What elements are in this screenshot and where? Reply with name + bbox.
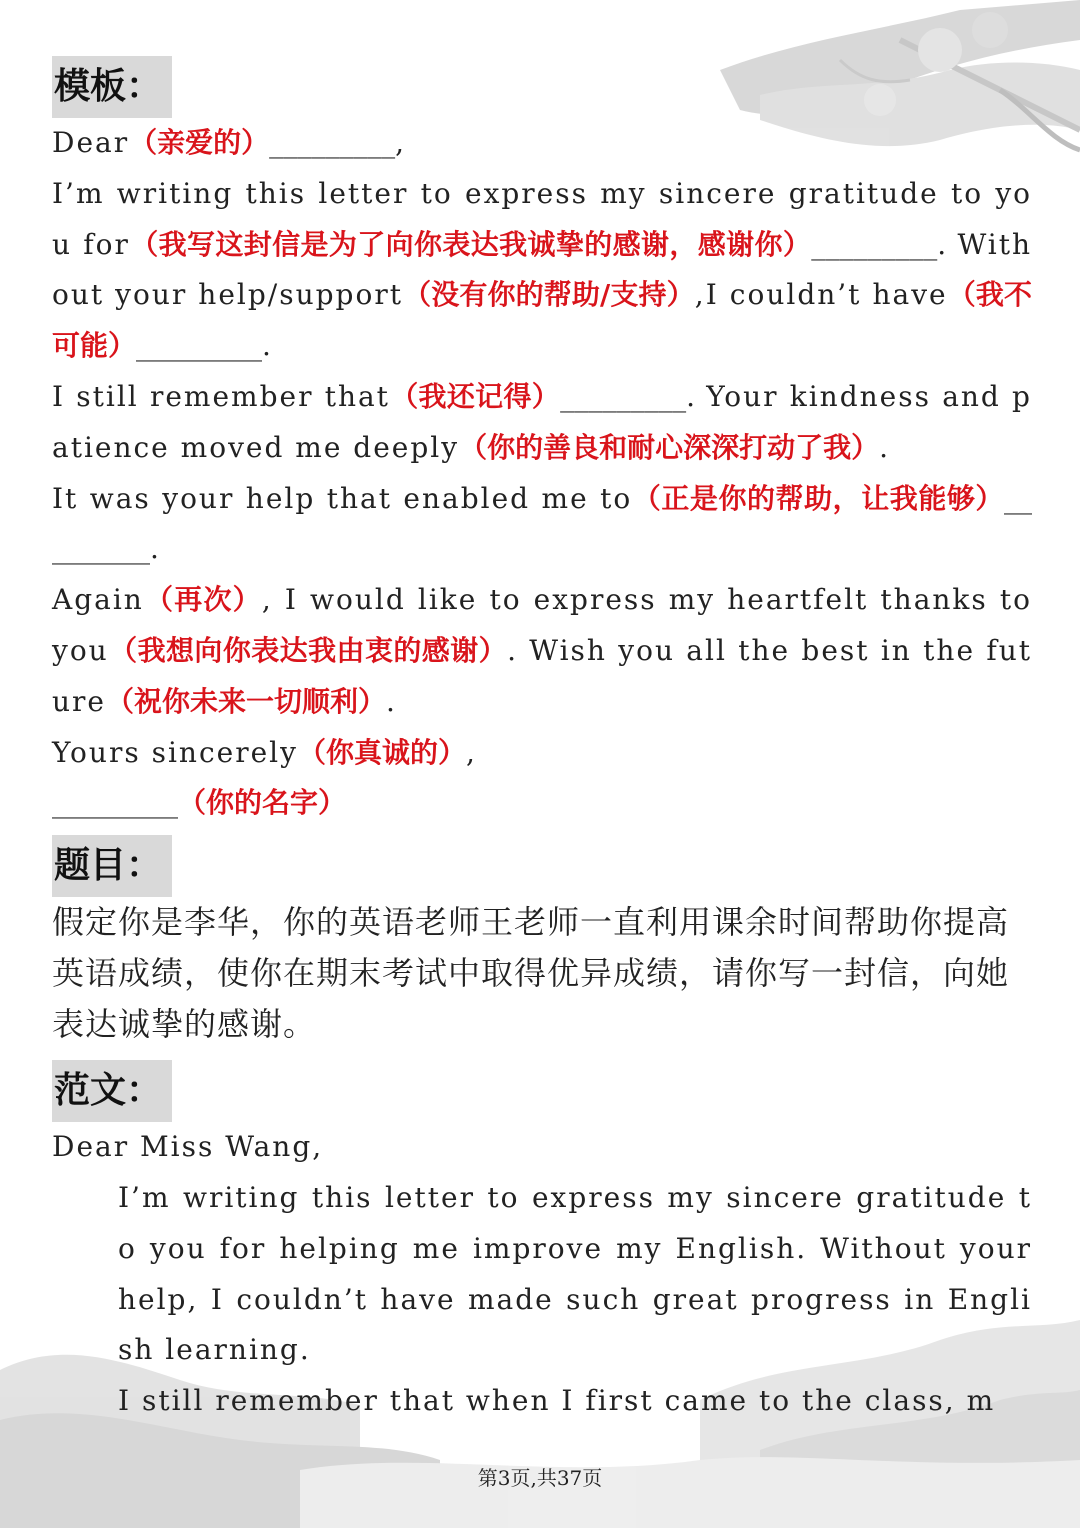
blank-line: _________. [136, 329, 271, 363]
en-text: , [465, 735, 477, 769]
blank-line: _________, [269, 126, 405, 159]
en-text: Your kindness and patience moved me deeply [52, 379, 1032, 464]
sample-heading: 范文： [52, 1060, 172, 1122]
en-text: . Wish you all the best in the future [52, 633, 1032, 718]
blank-line: _________. [560, 379, 696, 413]
cn-gloss: （你的善良和耐心深深打动了我） [459, 430, 880, 464]
cn-gloss: （我不可能） [52, 278, 1032, 363]
en-text: . [879, 430, 890, 464]
topic-text: 假定你是李华，你的英语老师王老师一直利用课余时间帮助你提高英语成绩，使你在期末考试中取得优异成绩，请你写一封信，向她表达诚挚的感谢。 [52, 903, 1010, 1044]
cn-gloss: （你的名字） [178, 786, 347, 820]
en-text: Again [52, 583, 144, 617]
cn-gloss: （没有你的帮助/支持） [402, 278, 695, 312]
en-text: . [386, 684, 397, 718]
sample-paragraph-2: I still remember that when I first came to the class, m [118, 1384, 996, 1418]
sample-paragraph-1: I’m writing this letter to express my sincere gratitude to you for helping me improve my English. Without your help, I couldn’t have made such great progress in English learning. [118, 1180, 1032, 1367]
template-line-body-2 [52, 372, 1032, 474]
en-text: , I would like to express my heartfelt thanks to you [52, 583, 1032, 667]
cn-gloss: （祝你未来一切顺利） [106, 684, 387, 718]
cn-gloss: （正是你的帮助，让我能够） [632, 481, 1004, 515]
en-text: I still remember that [52, 379, 390, 413]
cn-gloss: （你真诚的） [297, 735, 466, 769]
template-line-body-4 [52, 575, 1032, 727]
page-number: 第3页,共37页 [477, 1466, 603, 1490]
template-line-signature [52, 778, 1032, 829]
en-text: It was your help that enabled me to [52, 481, 633, 515]
template-heading: 模板： [52, 56, 172, 118]
blank-line: _________ [52, 786, 178, 820]
en-text: ,I couldn’t have [694, 278, 948, 312]
template-line-greeting [52, 118, 1032, 169]
template-line-body-1 [52, 169, 1032, 372]
cn-gloss: （我还记得） [389, 379, 561, 413]
cn-gloss: （我想向你表达我由衷的感谢） [108, 633, 508, 667]
template-line-closing [52, 728, 1032, 779]
cn-gloss: （我写这封信是为了向你表达我诚挚的感谢，感谢你） [129, 227, 812, 261]
document-page [52, 52, 1032, 1427]
cn-gloss: （亲爱的） [129, 126, 270, 159]
en-text: Without your help/support [52, 227, 1032, 312]
en-text: I’m writing this letter to express my sincere gratitude to you for [52, 176, 1032, 261]
template-line-body-3 [52, 474, 1032, 576]
blank-line: _________. [52, 481, 1032, 566]
sample-greeting: Dear Miss Wang, [52, 1130, 324, 1164]
blank-line: _________. [811, 227, 947, 261]
topic-heading: 题目： [52, 835, 172, 897]
cn-gloss: （再次） [143, 583, 262, 617]
en-text: Yours sincerely [52, 735, 298, 769]
en-text: Dear [52, 126, 130, 159]
